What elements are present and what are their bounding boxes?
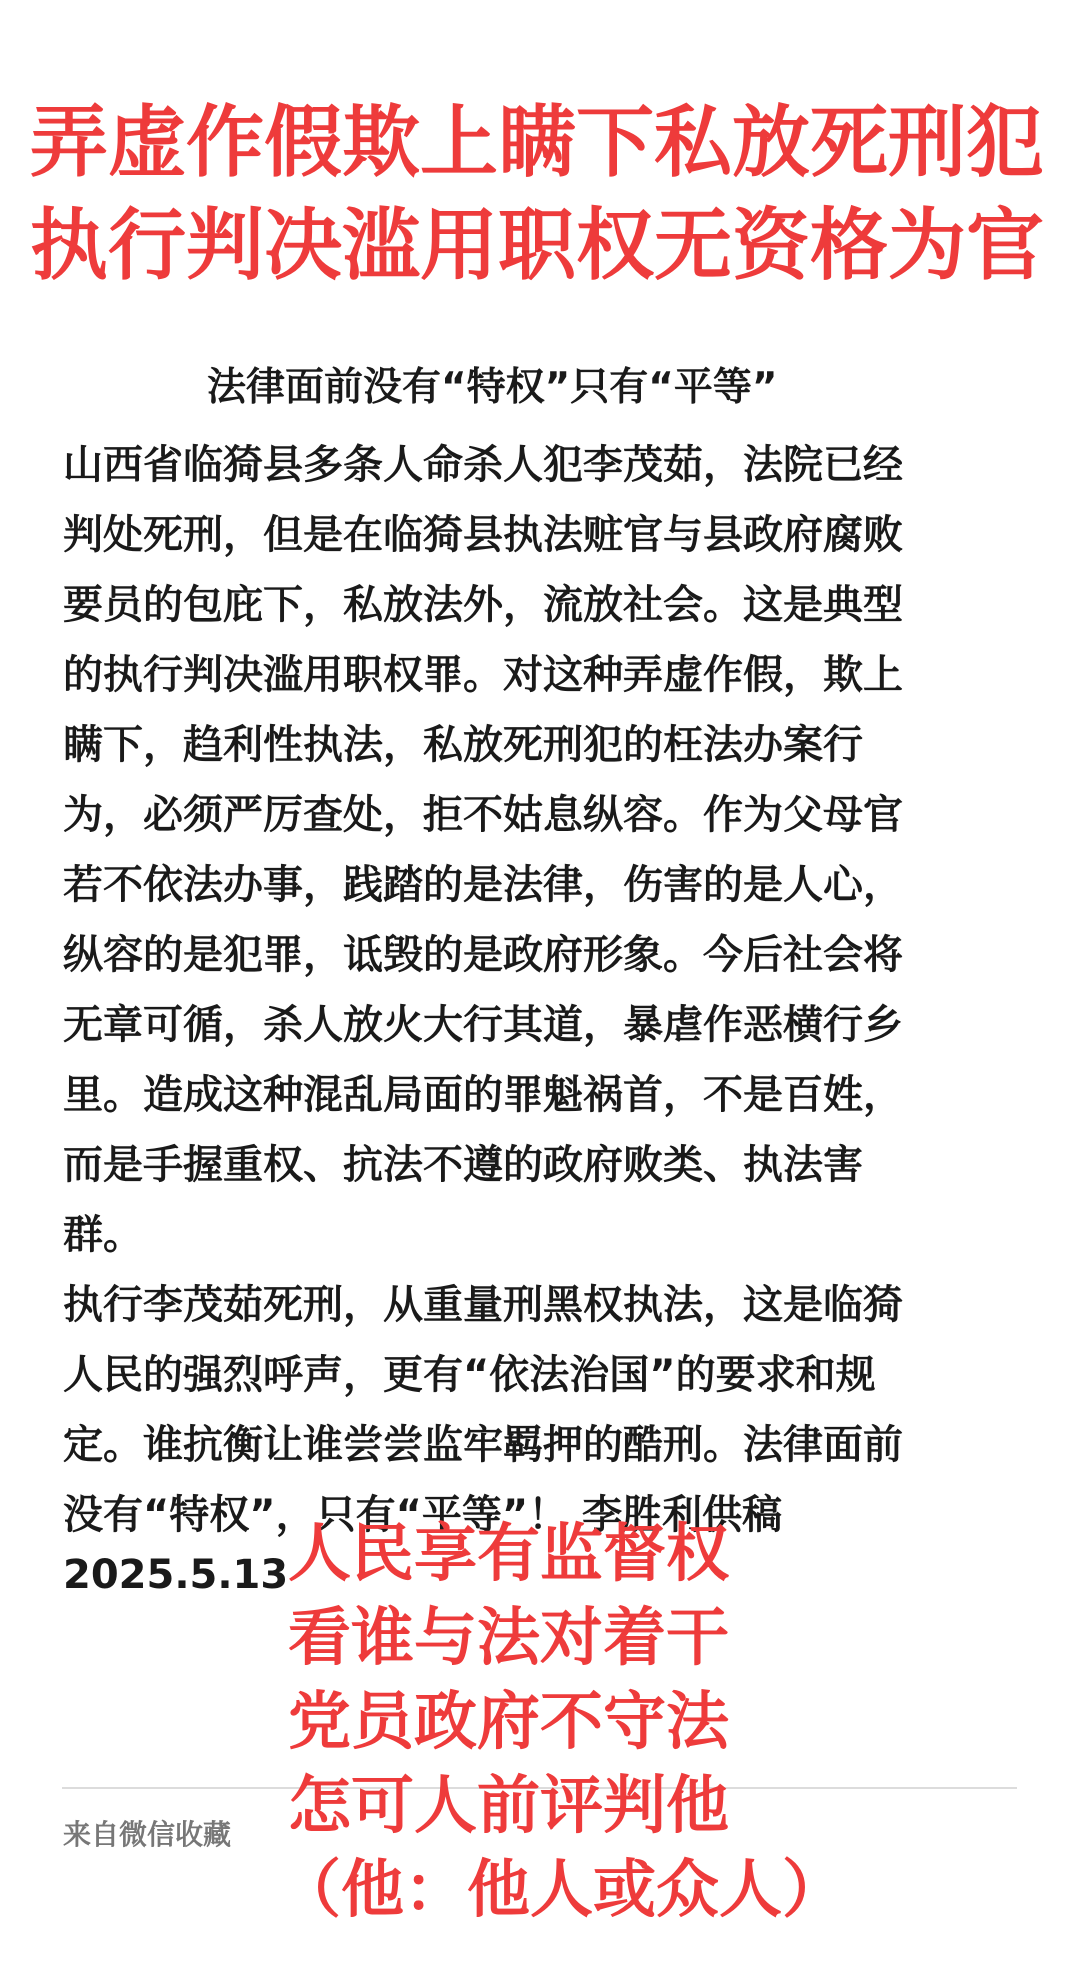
poem-note: （他：他人或众人） (278, 1853, 845, 1926)
article-line: 要员的包庇下，私放法外，流放社会。这是典型 (63, 582, 903, 628)
headline (30, 92, 1060, 298)
article-line: 的执行判决滥用职权罪。对这种弄虚作假，欺上 (63, 652, 903, 698)
article-line: 山西省临猗县多条人命杀人犯李茂茹，法院已经 (63, 442, 903, 488)
article-line: 执行李茂茹死刑，从重量刑黑权执法，这是临猗 (63, 1282, 903, 1328)
poem-line: 人民享有监督权 (288, 1517, 729, 1590)
article-line: 没有“特权”，只有“平等”！ 李胜利供稿 (63, 1492, 783, 1538)
headline-line-1: 弄虚作假欺上瞒下私放死刑犯 (30, 98, 1045, 188)
headline-line-2: 执行判决滥用职权无资格为官 (30, 201, 1045, 291)
article-line: 而是手握重权、抗法不遵的政府败类、执法害 (63, 1142, 863, 1188)
poem-line: 党员政府不守法 (288, 1685, 729, 1758)
source-label: 来自微信收藏 (63, 1818, 232, 1851)
article-line: 若不依法办事，践踏的是法律，伤害的是人心， (63, 862, 903, 908)
poem-line: 怎可人前评判他 (288, 1769, 729, 1842)
article-line: 人民的强烈呼声，更有“依法治国”的要求和规 (63, 1352, 876, 1398)
article-body (63, 430, 1013, 1550)
article-line: 纵容的是犯罪，诋毁的是政府形象。今后社会将 (63, 932, 903, 978)
article-line: 判处死刑，但是在临猗县执法赃官与县政府腐败 (63, 512, 903, 558)
article-line: 为，必须严厉查处，拒不姑息纵容。作为父母官 (63, 792, 903, 838)
article-line: 定。谁抗衡让谁尝尝监牢羁押的酷刑。法律面前 (63, 1422, 903, 1468)
article-line: 群。 (63, 1212, 143, 1258)
overlay-poem (278, 1512, 845, 1932)
article-subtitle: 法律面前没有“特权”只有“平等” (207, 365, 778, 410)
article-line: 无章可循，杀人放火大行其道，暴虐作恶横行乡 (63, 1002, 903, 1048)
article-line: 瞒下，趋利性执法，私放死刑犯的枉法办案行 (63, 722, 863, 768)
article-line: 里。造成这种混乱局面的罪魁祸首，不是百姓， (63, 1072, 903, 1118)
article-date: 2025.5.13 (63, 1552, 289, 1598)
poem-line: 看谁与法对着干 (288, 1601, 729, 1674)
